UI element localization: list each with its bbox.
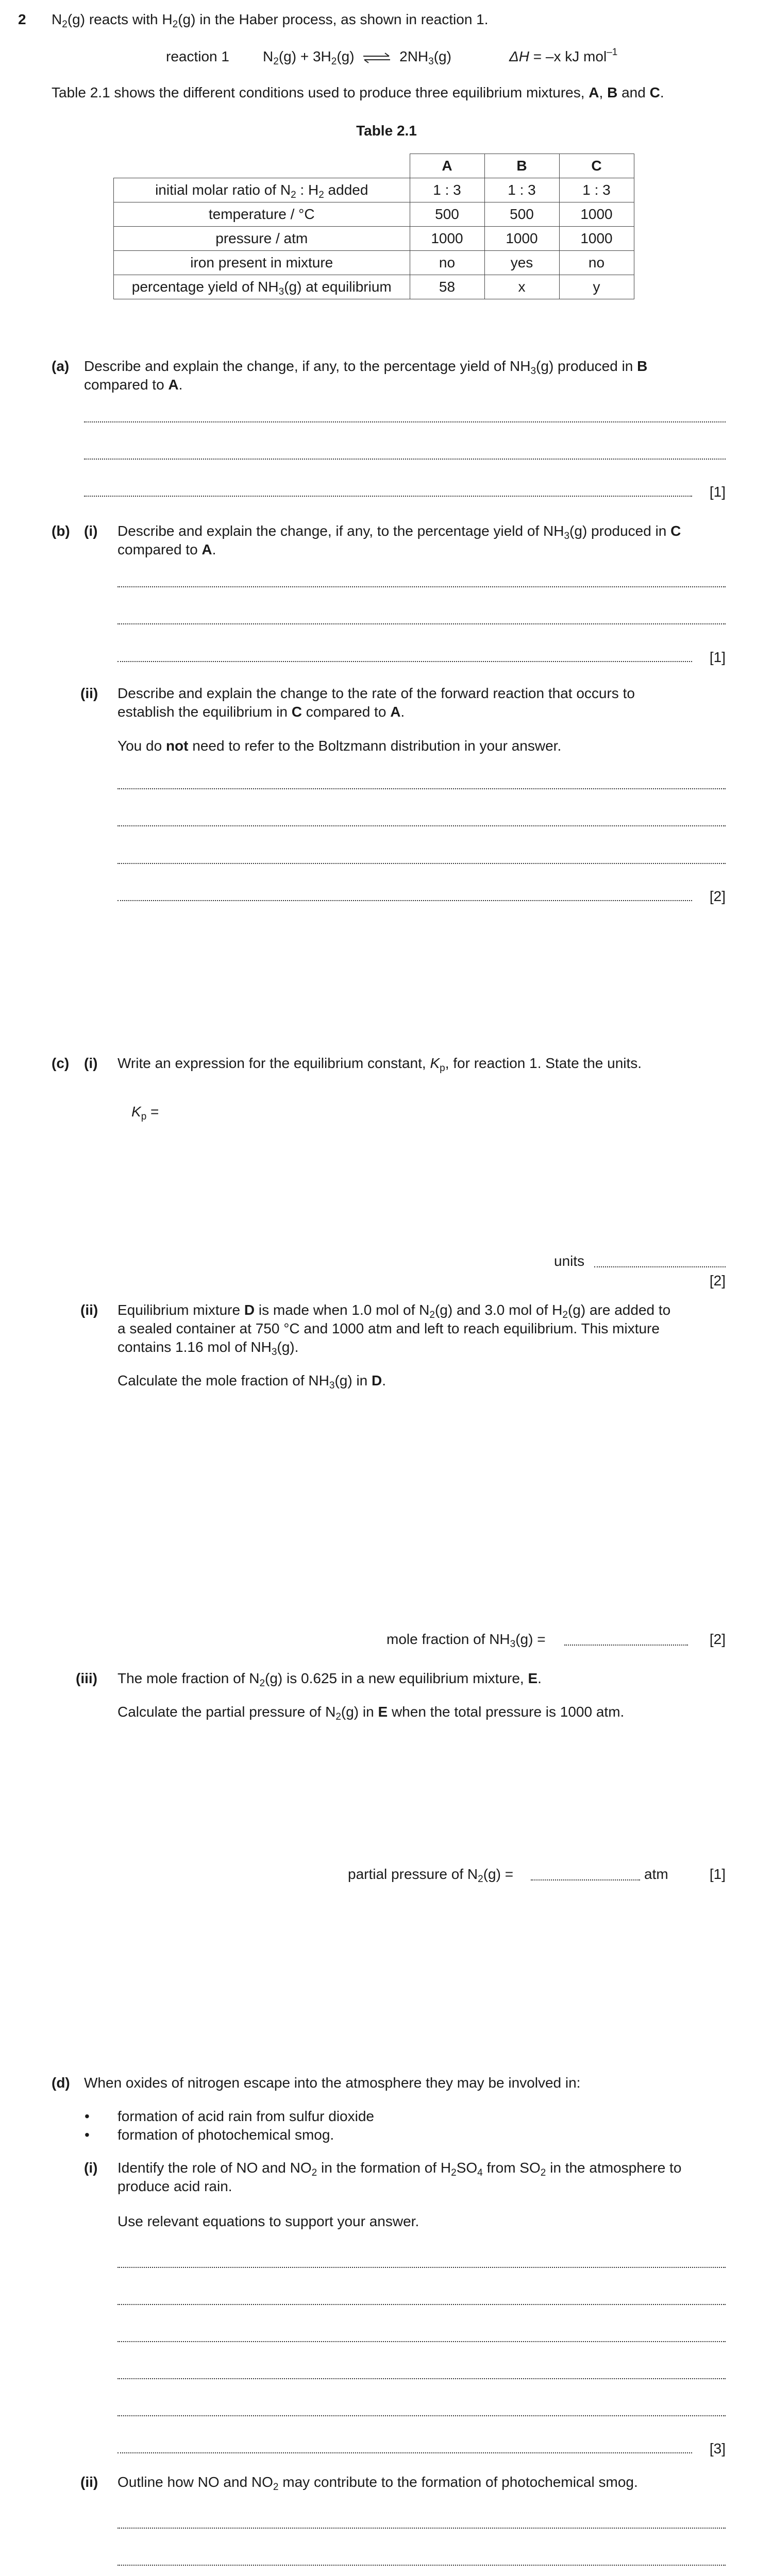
part-b-ii-note: You do not need to refer to the Boltzmann distribution in your answer. [117, 738, 562, 754]
table-row [114, 202, 634, 227]
units-answer-line[interactable] [594, 1266, 726, 1267]
equilibrium-arrow-icon [361, 52, 392, 64]
intro-text: $N_2(g)$ reacts with $H_2(g)$ in the Haber process, as shown in reaction 1. [52, 11, 489, 30]
table-header: A [410, 154, 484, 178]
table-cell: x [484, 275, 559, 299]
answer-line[interactable] [117, 2267, 726, 2268]
table-cell: 1000 [559, 202, 634, 227]
row-label: temperature / °C [114, 202, 410, 227]
part-d-ii-label: (ii) [80, 2474, 98, 2490]
mole-fraction-answer-line[interactable] [564, 1645, 688, 1646]
answer-line[interactable] [117, 2415, 726, 2416]
table-cell: 1 : 3 [410, 178, 484, 202]
table-cell: 1 : 3 [559, 178, 634, 202]
table-cell: 58 [410, 275, 484, 299]
table-cell: no [559, 251, 634, 275]
row-label: iron present in mixture [114, 251, 410, 275]
table-cell: 500 [484, 202, 559, 227]
part-a-question: Describe and explain the change, if any, to the percentage yield of $NH_3(g)$ produced in B compared to A. [84, 358, 648, 393]
part-b-ii-question: Describe and explain the change to the rate of the forward reaction that occurs to establish the equilibrium in C compared to A. [117, 685, 635, 720]
part-b-i-label: (i) [84, 523, 98, 539]
answer-line[interactable] [117, 623, 726, 624]
answer-line[interactable] [117, 863, 726, 864]
part-b-i-question: Describe and explain the change, if any, to the percentage yield of $NH_3(g)$ produced in C compared to A. [117, 523, 681, 557]
marks: [3] [709, 2441, 726, 2456]
table-row [114, 251, 634, 275]
partial-pressure-answer-line[interactable] [531, 1879, 640, 1880]
marks: [1] [709, 484, 726, 500]
table-intro: Table 2.1 shows the different conditions used to produce three equilibrium mixtures, A, B and C. [52, 84, 664, 100]
part-a-label: (a) [52, 358, 70, 374]
answer-line[interactable] [84, 459, 726, 460]
table-cell: y [559, 275, 634, 299]
table-row [114, 227, 634, 251]
answer-line[interactable] [84, 421, 726, 422]
part-c-i-label: (i) [84, 1055, 98, 1071]
conditions-table [113, 154, 634, 299]
part-d-i-instruction: Use relevant equations to support your answer. [117, 2213, 419, 2229]
part-c-ii-label: (ii) [80, 1302, 98, 1318]
kp-expression-label: $K_p$ = [131, 1104, 159, 1122]
answer-line[interactable] [117, 2565, 726, 2566]
part-b-label: (b) [52, 523, 70, 539]
part-c-label: (c) [52, 1055, 70, 1071]
part-d-i-label: (i) [84, 2160, 98, 2176]
part-d-intro: When oxides of nitrogen escape into the atmosphere they may be involved in: [84, 2075, 581, 2091]
part-d-ii-question: Outline how NO and $NO_2$ may contribute to the formation of photochemical smog. [117, 2474, 638, 2493]
part-c-ii-question: Equilibrium mixture D is made when 1.0 mol of $N_2(g)$ and 3.0 mol of $H_2(g)$ are added to a sealed container at 750 °C and 1000 atm and left to reach equilibrium. This mixture contains 1.16 mol of $NH_3(g)$. [117, 1302, 671, 1358]
part-c-iii-instruction: Calculate the partial pressure of $N_2(g)$ in E when the total pressure is 1000 atm. [117, 1704, 625, 1722]
table-header-row [114, 154, 634, 178]
question-number: 2 [18, 11, 26, 27]
reaction-label: reaction 1 [166, 48, 229, 64]
marks: [2] [709, 888, 726, 904]
reaction-equation: $N_2(g) + 3H_2(g)$ $2NH_3(g)$ [263, 48, 451, 67]
marks: [2] [709, 1631, 726, 1647]
table-cell: 500 [410, 202, 484, 227]
answer-line[interactable] [117, 2378, 726, 2379]
part-d-label: (d) [52, 2075, 70, 2091]
table-header: B [484, 154, 559, 178]
marks: [1] [709, 649, 726, 665]
part-c-iii-label: (iii) [76, 1670, 97, 1686]
answer-line[interactable] [117, 825, 726, 826]
part-c-ii-instruction: Calculate the mole fraction of $NH_3(g)$ in D. [117, 1372, 386, 1391]
answer-line[interactable] [117, 2304, 726, 2305]
answer-line[interactable] [117, 661, 692, 662]
unit-atm: atm [644, 1866, 668, 1882]
row-label: initial molar ratio of $N_2$ : $H_2$ added [114, 178, 410, 202]
row-label: pressure / atm [114, 227, 410, 251]
units-label: units [554, 1253, 585, 1269]
part-c-iii-question: The mole fraction of $N_2(g)$ is 0.625 in a new equilibrium mixture, E. [117, 1670, 542, 1689]
marks: [1] [709, 1866, 726, 1882]
row-label: percentage yield of $NH_3(g)$ at equilibrium [114, 275, 410, 299]
table-cell: 1 : 3 [484, 178, 559, 202]
table-cell: 1000 [559, 227, 634, 251]
table-cell: yes [484, 251, 559, 275]
table-title: Table 2.1 [356, 123, 417, 139]
mole-fraction-label: mole fraction of $NH_3(g)$ = [386, 1631, 546, 1650]
bullet-item: • formation of photochemical smog. [117, 2126, 334, 2144]
answer-line[interactable] [84, 496, 692, 497]
part-d-i-question: Identify the role of NO and $NO_2$ in the formation of $H_2SO_4$ from $SO_2$ in the atmosphere to produce acid rain. [117, 2160, 682, 2194]
part-c-i-question: Write an expression for the equilibrium constant, $K_p$, for reaction 1. State the units. [117, 1055, 642, 1074]
answer-line[interactable] [117, 586, 726, 587]
answer-line[interactable] [117, 2341, 726, 2342]
table-cell: no [410, 251, 484, 275]
table-row [114, 275, 634, 299]
bullet-item: • formation of acid rain from sulfur dioxide [117, 2107, 374, 2126]
table-cell: 1000 [484, 227, 559, 251]
answer-line[interactable] [117, 2452, 692, 2453]
answer-line[interactable] [117, 788, 726, 789]
enthalpy-change: ΔH = –x kJ mol$^{-1}$ [509, 47, 618, 64]
partial-pressure-label: partial pressure of $N_2(g)$ = [348, 1866, 514, 1885]
table-header: C [559, 154, 634, 178]
part-b-ii-label: (ii) [80, 685, 98, 701]
marks: [2] [709, 1273, 726, 1289]
answer-line[interactable] [117, 2528, 726, 2529]
answer-line[interactable] [117, 900, 692, 901]
table-row [114, 178, 634, 202]
table-cell: 1000 [410, 227, 484, 251]
